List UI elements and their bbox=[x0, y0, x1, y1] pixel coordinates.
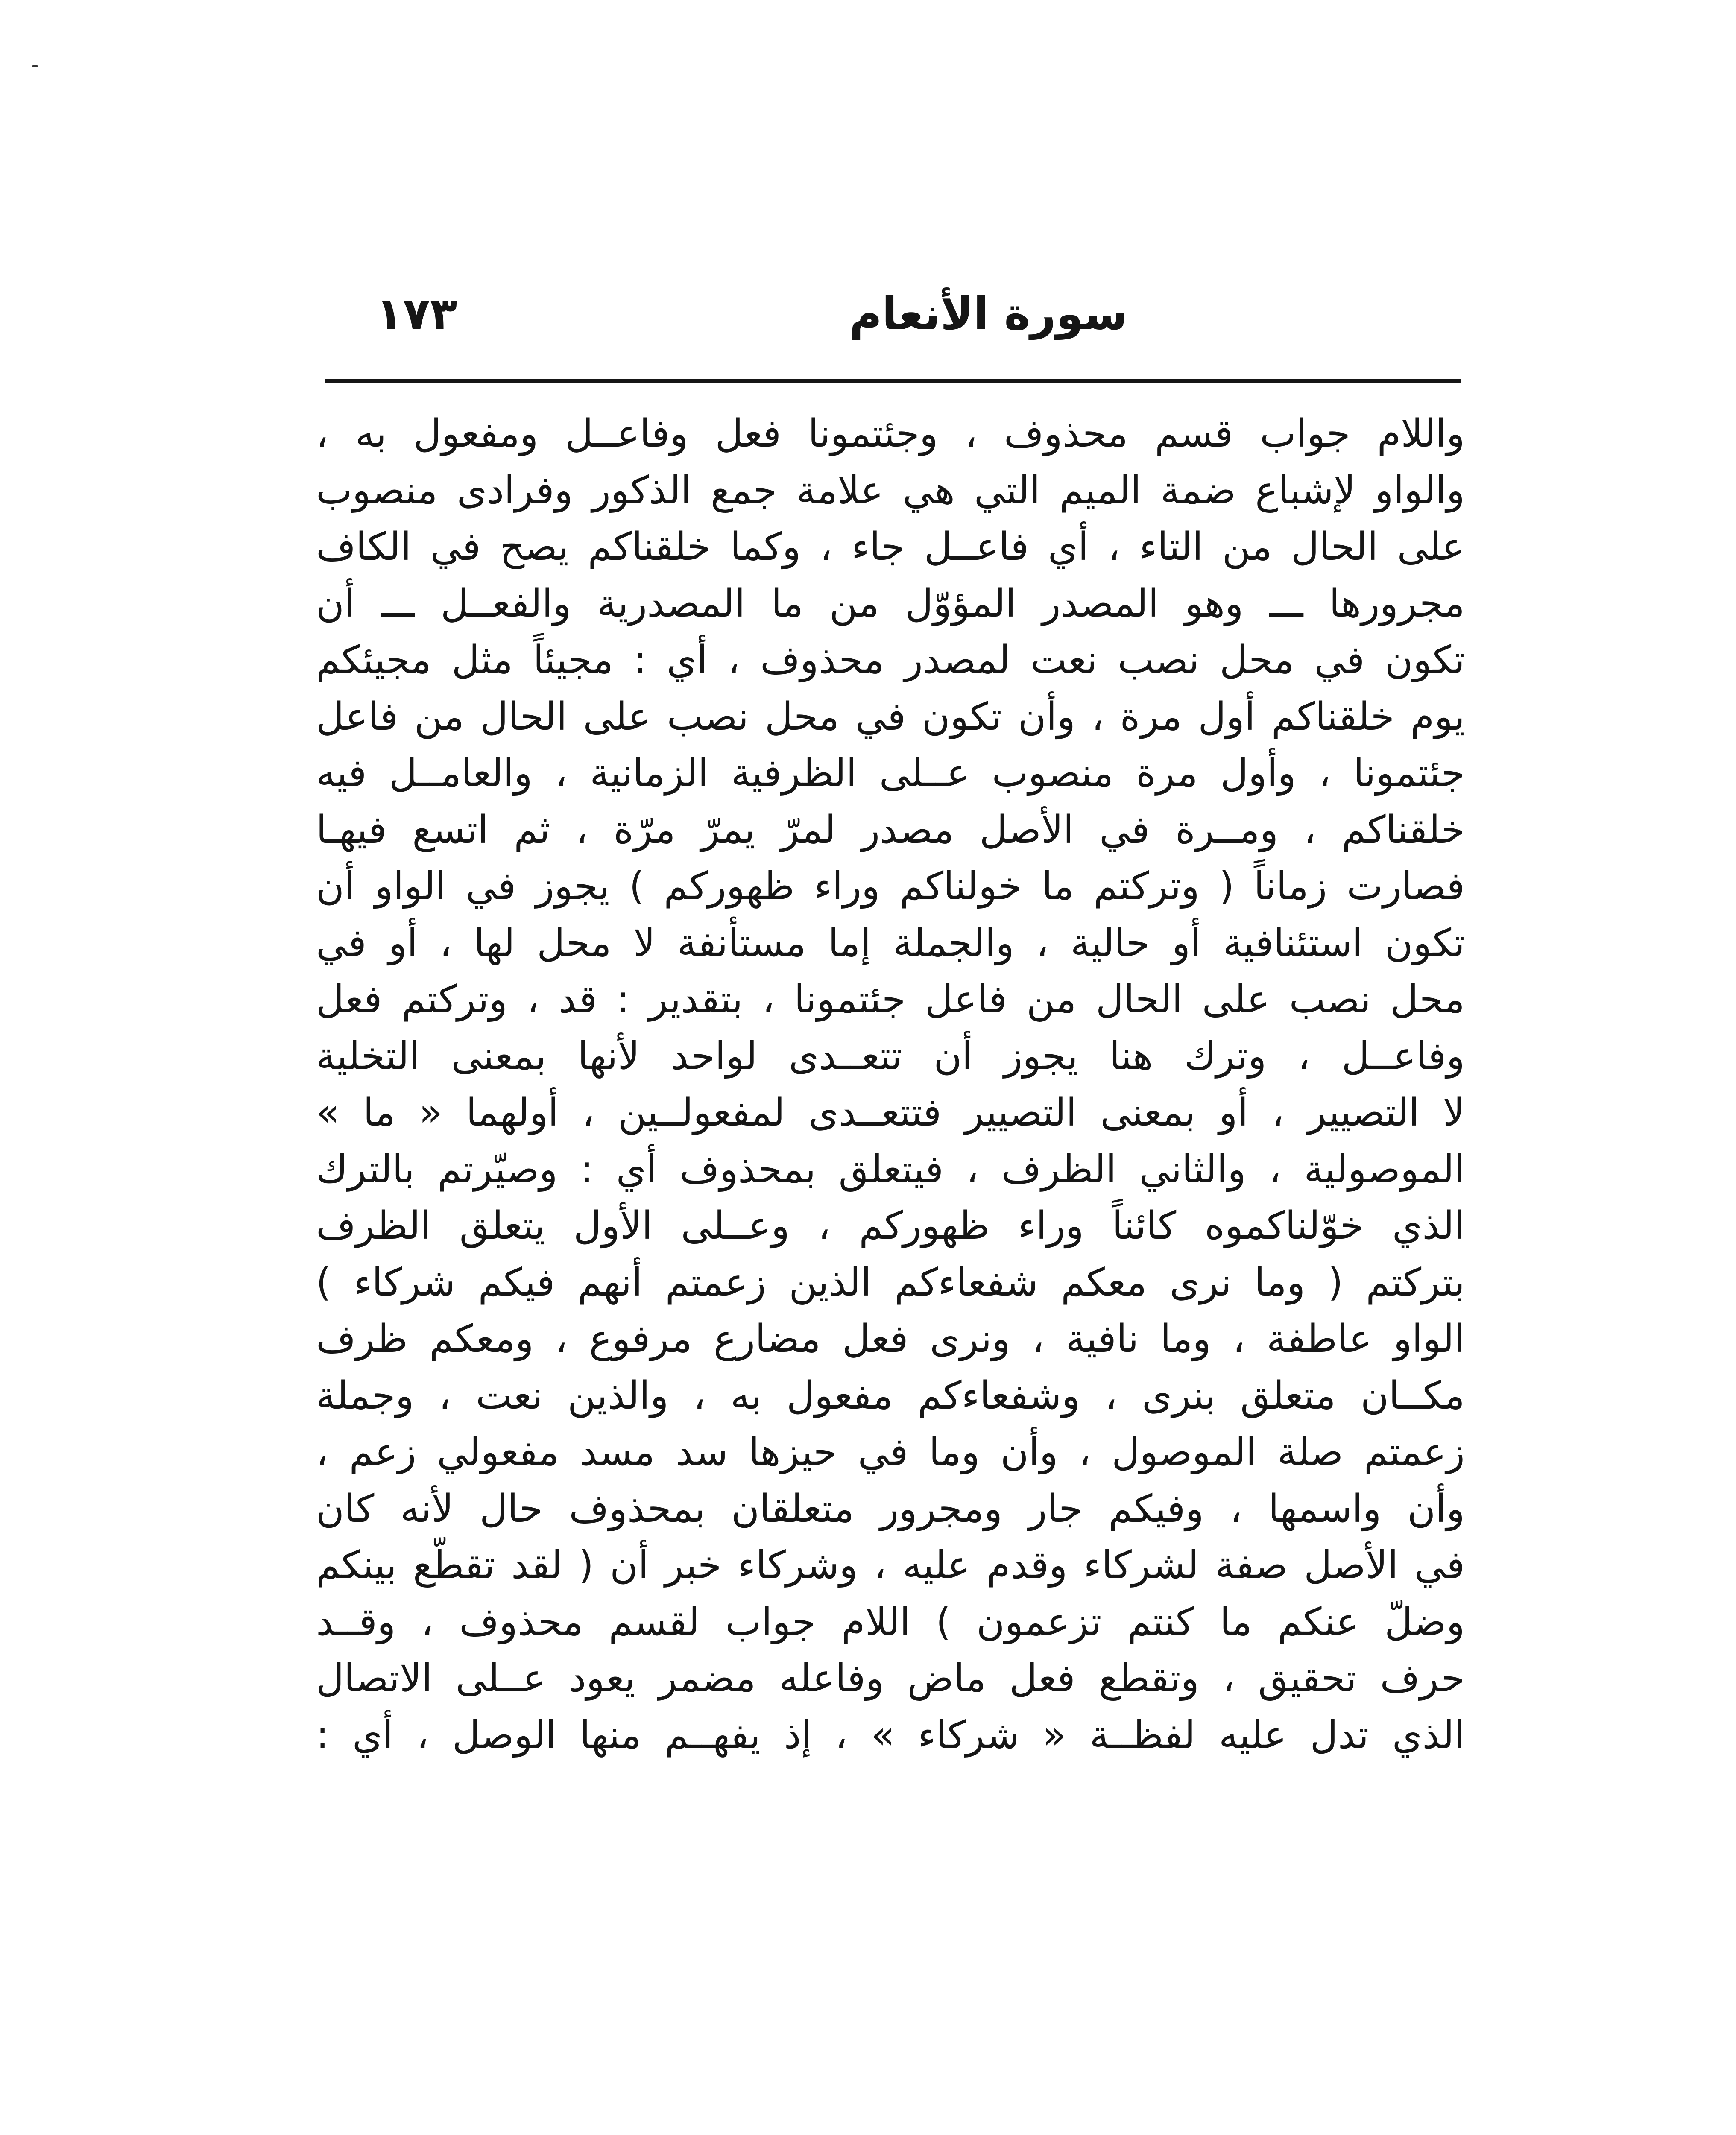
text-line: تكون استئنافية أو حالية ، والجملة إما مستأنفة لا محل لها ، أو في bbox=[316, 920, 1465, 965]
text-line: على الحال من التاء ، أي فاعــل جاء ، وكما خلقناكم يصح في الكاف bbox=[316, 524, 1465, 569]
text-line: الواو عاطفة ، وما نافية ، ونرى فعل مضارع مرفوع ، ومعكم ظرف bbox=[316, 1316, 1465, 1361]
text-line: محل نصب على الحال من فاعل جئتمونا ، بتقدير : قد ، وتركتم فعل bbox=[316, 977, 1465, 1022]
running-title: سورة الأنعام bbox=[849, 288, 1127, 340]
text-line: تكون في محل نصب نعت لمصدر محذوف ، أي : مجيئاً مثل مجيئكم bbox=[316, 638, 1465, 682]
text-line: مكــان متعلق بنرى ، وشفعاءكم مفعول به ، والذين نعت ، وجملة bbox=[316, 1373, 1465, 1418]
text-line: بتركتم ( وما نرى معكم شفعاءكم الذين زعمتم أنهم فيكم شركاء ) bbox=[316, 1260, 1465, 1305]
text-line: وأن واسمها ، وفيكم جار ومجرور متعلقان بمحذوف حال لأنه كان bbox=[316, 1486, 1465, 1531]
text-line: الذي خوّلناكموه كائناً وراء ظهوركم ، وعــلى الأول يتعلق الظرف bbox=[316, 1203, 1465, 1248]
text-line: وضلّ عنكم ما كنتم تزعمون ) اللام جواب لقسم محذوف ، وقــد bbox=[316, 1599, 1465, 1644]
text-line: خلقناكم ، ومــرة في الأصل مصدر لمرّ يمرّ مرّة ، ثم اتسع فيهـا bbox=[316, 807, 1465, 852]
text-line: جئتمونا ، وأول مرة منصوب عــلى الظرفية الزمانية ، والعامــل فيه bbox=[316, 751, 1465, 796]
text-line: والواو لإشباع ضمة الميم التي هي علامة جمع الذكور وفرادى منصوب bbox=[316, 468, 1465, 513]
text-line: يوم خلقناكم أول مرة ، وأن تكون في محل نصب على الحال من فاعل bbox=[316, 694, 1465, 739]
body-text bbox=[316, 406, 1465, 1764]
text-line: واللام جواب قسم محذوف ، وجئتمونا فعل وفاعــل ومفعول به ، bbox=[316, 411, 1465, 456]
text-line: مجرورها ـــ وهو المصدر المؤوّل من ما المصدرية والفعــل ـــ أن bbox=[316, 581, 1465, 626]
text-line: حرف تحقيق ، وتقطع فعل ماض وفاعله مضمر يعود عــلى الاتصال bbox=[316, 1656, 1465, 1701]
text-line: فصارت زماناً ( وتركتم ما خولناكم وراء ظهوركم ) يجوز في الواو أن bbox=[316, 864, 1465, 909]
text-line: لا التصيير ، أو بمعنى التصيير فتتعــدى لمفعولــين ، أولهما « ما » bbox=[316, 1090, 1465, 1135]
text-line: الموصولية ، والثاني الظرف ، فيتعلق بمحذوف أي : وصيّرتم بالترك bbox=[316, 1146, 1465, 1192]
text-line: في الأصل صفة لشركاء وقدم عليه ، وشركاء خبر أن ( لقد تقطّع بينكم bbox=[316, 1543, 1465, 1588]
page-header bbox=[325, 282, 1461, 346]
text-line: زعمتم صلة الموصول ، وأن وما في حيزها سد مسد مفعولي زعم ، bbox=[316, 1430, 1465, 1474]
text-line: وفاعــل ، وترك هنا يجوز أن تتعــدى لواحد لأنها بمعنى التخلية bbox=[316, 1033, 1465, 1079]
scan-speck bbox=[32, 65, 38, 67]
header-rule bbox=[325, 379, 1461, 383]
page-number: ١٧٣ bbox=[376, 288, 457, 340]
text-line: الذي تدل عليه لفظــة « شركاء » ، إذ يفهــم منها الوصل ، أي : bbox=[316, 1712, 1465, 1758]
